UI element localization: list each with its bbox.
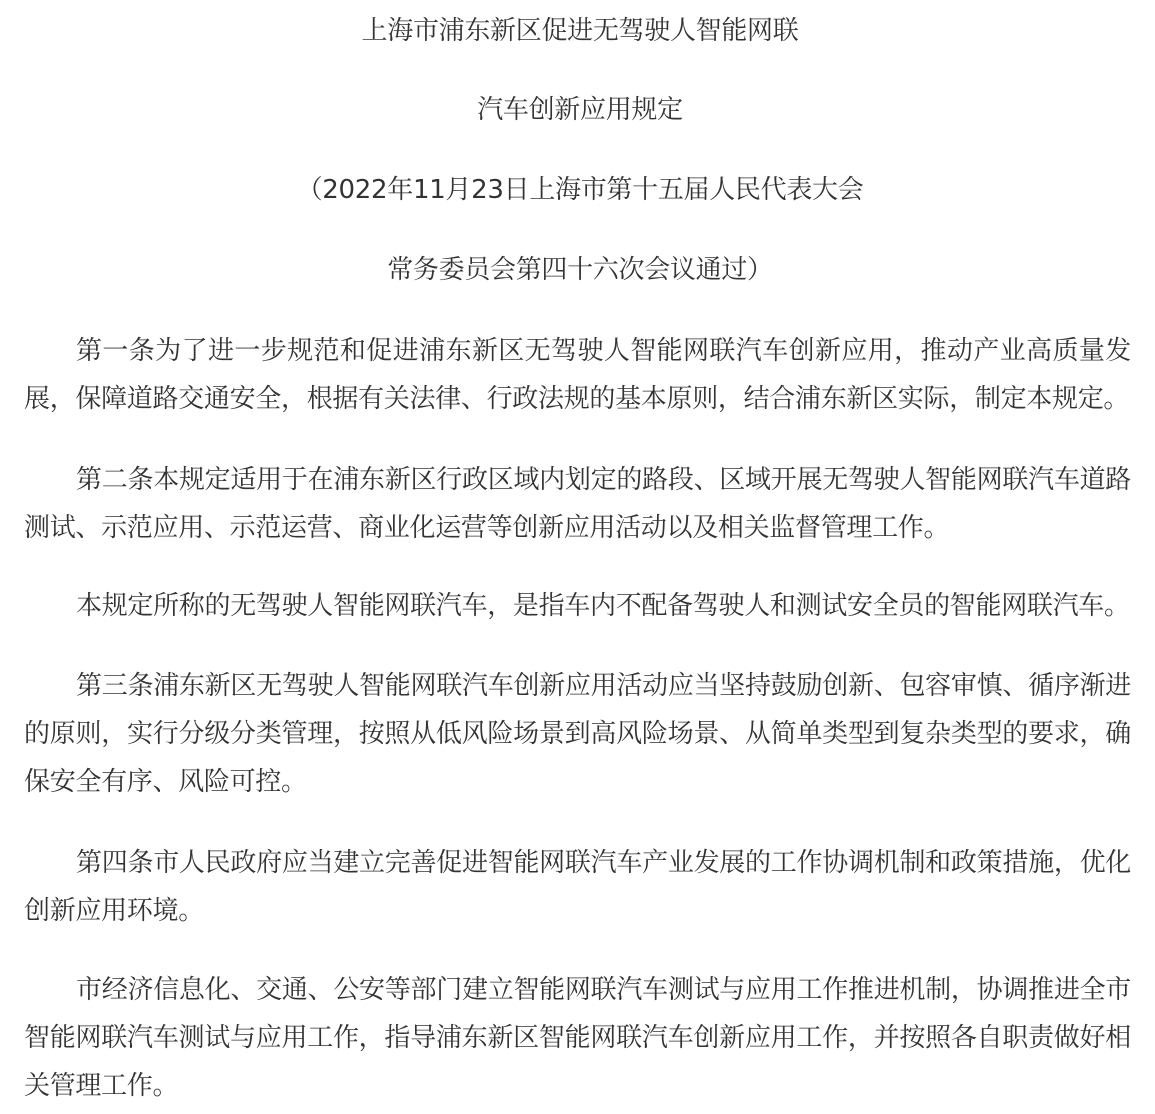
- article-4-paragraph: 第四条市人民政府应当建立完善促进智能网联汽车产业发展的工作协调机制和政策措施，优化创新应用环境。: [24, 848, 1131, 926]
- document-subtitle-line-2: 常务委员会第四十六次会议通过）: [387, 255, 773, 285]
- document-title-line-1: 上海市浦东新区促进无驾驶人智能网联: [361, 16, 799, 46]
- article-2-definition-paragraph: 本规定所称的无驾驶人智能网联汽车，是指车内不配备驾驶人和测试安全员的智能网联汽车。: [76, 591, 1130, 621]
- article-1-paragraph: 第一条为了进一步规范和促进浦东新区无驾驶人智能网联汽车创新应用，推动产业高质量发展，保障道路交通安全，根据有关法律、行政法规的基本原则，结合浦东新区实际，制定本规定。: [24, 336, 1131, 414]
- document-title-line-2: 汽车创新应用规定: [477, 95, 683, 125]
- article-4-departments-paragraph: 市经济信息化、交通、公安等部门建立智能网联汽车测试与应用工作推进机制，协调推进全市智能网联汽车测试与应用工作，指导浦东新区智能网联汽车创新应用工作，并按照各自职责做好相关管理工作。: [24, 975, 1131, 1101]
- article-2-paragraph: 第二条本规定适用于在浦东新区行政区域内划定的路段、区域开展无驾驶人智能网联汽车道路测试、示范应用、示范运营、商业化运营等创新应用活动以及相关监督管理工作。: [24, 465, 1131, 543]
- document-subtitle-line-1: （2022年11月23日上海市第十五届人民代表大会: [296, 175, 864, 205]
- article-3-paragraph: 第三条浦东新区无驾驶人智能网联汽车创新应用活动应当坚持鼓励创新、包容审慎、循序渐进的原则，实行分级分类管理，按照从低风险场景到高风险场景、从简单类型到复杂类型的要求，确保安全有序、风险可控。: [24, 671, 1131, 797]
